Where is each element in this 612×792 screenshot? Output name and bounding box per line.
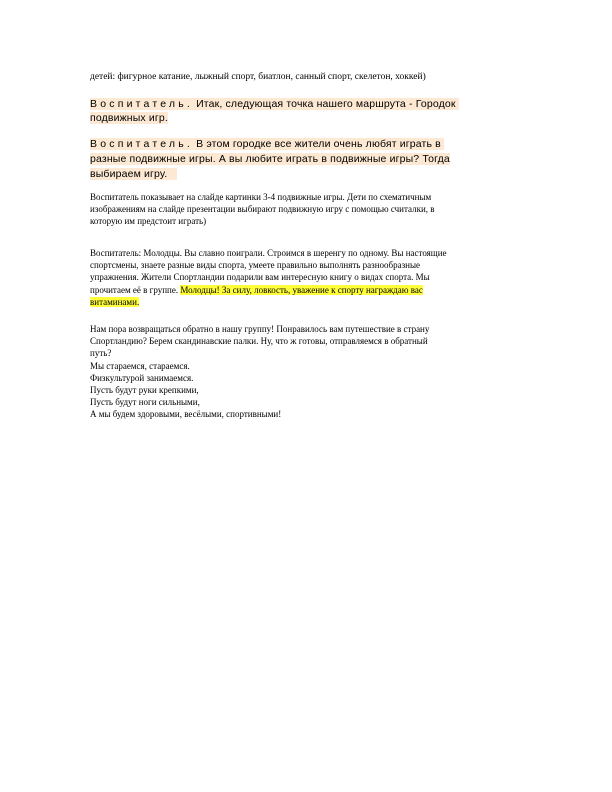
poem-line: Физкультурой занимаемся. (90, 372, 194, 383)
paragraph-sports-list (90, 71, 426, 83)
text-line (90, 111, 459, 125)
text-line: Спортландию? Берем скандинавские палки. Ну, что ж готовы, отправляемся в обратный (90, 336, 428, 347)
text-line: изображениям на слайде презентации выбирают подвижную игру с помощью считалки, в (90, 204, 435, 214)
text-span: В этом городке все жители очень любят играть в (193, 138, 441, 150)
text-line (90, 152, 450, 167)
paragraph-slide-games (90, 191, 435, 227)
paragraph-return-poem (90, 323, 429, 421)
text-line: которую им предстоит играть) (90, 216, 207, 226)
text-span: подвижных игр. (90, 112, 168, 124)
poem-line: А мы будем здоровыми, весёлыми, спортивными! (90, 409, 282, 420)
text-line (90, 97, 459, 111)
text-line (90, 137, 450, 152)
text-span: прочитаем её в группе. (90, 284, 181, 295)
text-line (90, 296, 447, 308)
poem-line: Пусть будут ноги сильными, (90, 397, 200, 408)
text-line: Воспитатель: Молодцы. Вы славно поиграли. Строимся в шеренгу по одному. Вы настоящие (90, 248, 447, 258)
paragraph-well-done (90, 247, 447, 308)
poem-line: Пусть будут руки крепкими, (90, 385, 199, 396)
poem-line: Мы стараемся, стараемся. (90, 360, 190, 371)
highlighted-text: витаминами. (90, 296, 140, 307)
speaker-label: Воспитатель. (90, 98, 194, 110)
text-span: разные подвижные игры. А вы любите играть в подвижные игры? Тогда (90, 153, 450, 165)
text-line: упражнения. Жители Спортландии подарили вам интересную книгу о видах спорта. Мы (90, 272, 430, 283)
text-span: Итак, следующая точка нашего маршрута - Городок (193, 98, 456, 110)
text-line (90, 167, 450, 182)
text-line: Воспитатель показывает на слайде картинки 3-4 подвижные игры. Дети по схематичным (90, 192, 432, 202)
text-line: спортсмены, знаете разные виды спорта, умеете правильно выполнять разнообразные (90, 260, 421, 271)
paragraph-teacher-route (90, 97, 459, 125)
text-span: выбираем игру. (90, 168, 168, 180)
highlighted-text: Молодцы! За силу, ловкость, уважение к спорту награждаю вас (180, 284, 423, 295)
text-line (90, 284, 447, 296)
text-line: Нам пора возвращаться обратно в нашу группу! Понравилось вам путешествие в страну (90, 324, 430, 334)
speaker-label: Воспитатель. (90, 138, 194, 150)
text-line: детей: фигурное катание, лыжный спорт, биатлон, санный спорт, скелетон, хоккей) (90, 72, 426, 82)
text-line: путь? (90, 348, 112, 359)
paragraph-teacher-town (90, 137, 450, 182)
